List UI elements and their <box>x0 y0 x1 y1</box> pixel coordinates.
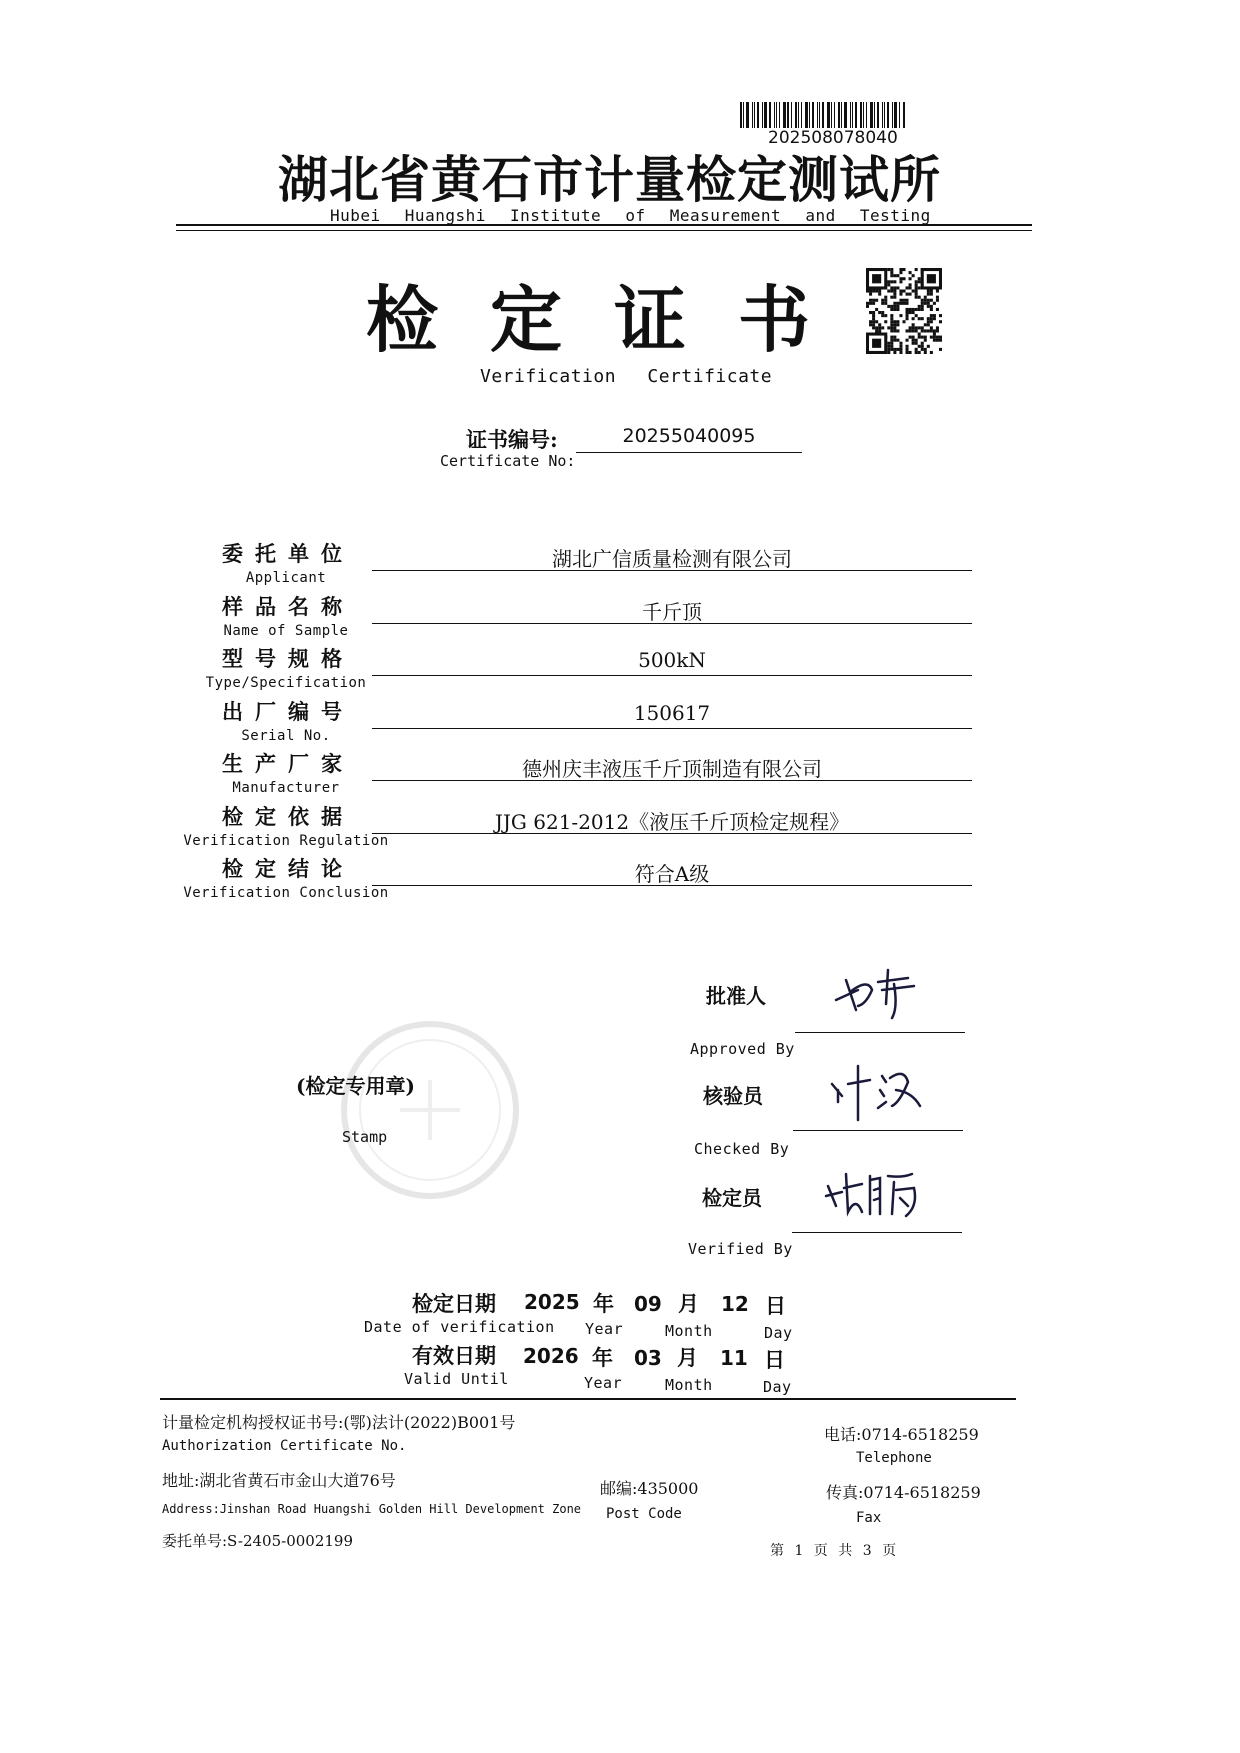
barcode-bar <box>892 102 893 128</box>
field-label-5: 检定依据 <box>222 804 354 829</box>
approved-by-label-en: Approved By <box>690 1040 795 1058</box>
approved-by-underline <box>795 1032 965 1033</box>
verification-month: 09 <box>634 1292 662 1316</box>
field-value-2: 500kN <box>638 648 706 672</box>
verification-year-unit: 年 <box>593 1291 614 1316</box>
fax: 传真:0714-6518259 <box>826 1483 981 1502</box>
barcode-bar <box>877 102 879 128</box>
certificate-number-label-en: Certificate No: <box>440 452 576 470</box>
barcode-bar <box>850 102 851 128</box>
barcode-bar <box>887 102 889 128</box>
field-underline-5 <box>372 833 972 834</box>
order-number: 委托单号:S-2405-0002199 <box>162 1532 353 1550</box>
field-label-en-4: Manufacturer <box>232 780 340 796</box>
checked-by-label-en: Checked By <box>694 1140 790 1158</box>
authorization-number: 计量检定机构授权证书号:(鄂)法计(2022)B001号 <box>162 1413 516 1432</box>
field-value-5: JJG 621-2012《液压千斤顶检定规程》 <box>494 810 850 834</box>
barcode-bar <box>783 102 786 128</box>
barcode-bar <box>798 102 799 128</box>
address-en: Address:Jinshan Road Huangshi Golden Hill Development Zone <box>162 1502 582 1516</box>
address: 地址:湖北省黄石市金山大道76号 <box>162 1471 396 1490</box>
verification-day-unit: 日 <box>765 1293 786 1318</box>
field-underline-2 <box>372 675 972 676</box>
stamp-label-en: Stamp <box>342 1128 388 1146</box>
field-label-en-5: Verification Regulation <box>183 833 389 849</box>
verification-year-unit-en: Year <box>585 1320 624 1338</box>
valid-until-label-en: Valid Until <box>404 1370 509 1388</box>
field-label-en-1: Name of Sample <box>223 623 349 639</box>
barcode-bar <box>764 102 767 128</box>
barcode-bar <box>754 102 755 128</box>
verification-month-unit: 月 <box>678 1291 699 1316</box>
field-label-en-6: Verification Conclusion <box>183 885 389 901</box>
field-value-6: 符合A级 <box>634 862 710 886</box>
valid-until-year: 2026 <box>523 1344 579 1368</box>
field-label-6: 检定结论 <box>222 856 354 881</box>
telephone: 电话:0714-6518259 <box>824 1425 979 1444</box>
barcode-bar <box>762 102 763 128</box>
valid-until-day: 11 <box>720 1346 748 1370</box>
barcode-bar <box>827 102 830 128</box>
barcode-bar <box>831 102 832 128</box>
barcode-bar <box>884 102 885 128</box>
page-number: 第 1 页 共 3 页 <box>770 1543 897 1559</box>
barcode-bar <box>791 102 792 128</box>
barcode-bar <box>838 102 840 128</box>
valid-until-day-unit-en: Day <box>763 1378 792 1396</box>
barcode-bar <box>743 102 744 128</box>
valid-until-month-unit: 月 <box>677 1345 698 1370</box>
checked-by-underline <box>793 1130 963 1131</box>
barcode-bar <box>819 102 820 128</box>
field-label-3: 出厂编号 <box>222 699 354 724</box>
verification-month-unit-en: Month <box>665 1322 713 1340</box>
barcode-bar <box>795 102 797 128</box>
barcode-bar <box>757 102 759 128</box>
telephone-label-en: Telephone <box>856 1450 932 1466</box>
verification-date-label: 检定日期 <box>412 1291 496 1316</box>
barcode-bar <box>863 102 864 128</box>
checked-signature <box>828 1062 928 1122</box>
field-label-4: 生产厂家 <box>222 751 354 776</box>
field-label-en-0: Applicant <box>245 570 327 586</box>
barcode-bar <box>774 102 775 128</box>
field-value-1: 千斤顶 <box>642 600 702 624</box>
header-rule-bottom <box>176 230 1032 231</box>
barcode-bar <box>834 102 835 128</box>
field-label-en-3: Serial No. <box>241 728 331 744</box>
field-underline-4 <box>372 780 972 781</box>
barcode-bar <box>894 102 897 128</box>
barcode-bar <box>812 102 814 128</box>
approved-signature <box>828 960 928 1020</box>
barcode-bar <box>752 102 753 128</box>
verification-day-unit-en: Day <box>764 1324 793 1342</box>
barcode-bar <box>841 102 842 128</box>
field-value-0: 湖北广信质量检测有限公司 <box>552 547 792 571</box>
valid-until-day-unit: 日 <box>764 1347 785 1372</box>
field-value-3: 150617 <box>633 701 711 725</box>
barcode-number: 202508078040 <box>768 128 898 148</box>
field-underline-0 <box>372 570 972 571</box>
field-label-2: 型号规格 <box>222 646 354 671</box>
approved-by-label: 批准人 <box>706 984 766 1008</box>
fax-label-en: Fax <box>856 1510 882 1526</box>
valid-until-year-unit-en: Year <box>584 1374 623 1392</box>
stamp-seal <box>330 1010 530 1210</box>
verified-by-label: 检定员 <box>702 1186 762 1210</box>
valid-until-year-unit: 年 <box>592 1345 613 1370</box>
stamp-label: (检定专用章) <box>296 1074 415 1098</box>
field-underline-3 <box>372 728 972 729</box>
barcode-bar <box>855 102 857 128</box>
institute-name-en: Hubei Huangshi Institute of Measurement and Testing <box>330 206 931 225</box>
verified-by-label-en: Verified By <box>688 1240 793 1258</box>
barcode-bar <box>866 102 867 128</box>
barcode-bar <box>899 102 900 128</box>
authorization-label-en: Authorization Certificate No. <box>162 1438 407 1454</box>
institute-name-cn: 湖北省黄石市计量检定测试所 <box>278 150 941 209</box>
barcode-bar <box>844 102 847 128</box>
field-underline-6 <box>372 885 972 886</box>
field-value-4: 德州庆丰液压千斤顶制造有限公司 <box>522 757 822 781</box>
verified-by-underline <box>792 1232 962 1233</box>
barcode <box>740 102 908 128</box>
barcode-bar <box>801 102 802 128</box>
postcode-label-en: Post Code <box>606 1506 682 1522</box>
certificate-number-value: 20255040095 <box>622 425 756 447</box>
field-label-1: 样品名称 <box>222 594 354 619</box>
qr-code-icon <box>866 268 942 354</box>
verification-day: 12 <box>721 1292 749 1316</box>
valid-until-month: 03 <box>634 1346 662 1370</box>
field-label-en-2: Type/Specification <box>205 675 367 691</box>
barcode-bar <box>882 102 883 128</box>
certificate-number-underline <box>576 452 802 453</box>
barcode-bar <box>746 102 749 128</box>
certificate-number-label: 证书编号: <box>466 427 558 452</box>
valid-until-month-unit-en: Month <box>665 1376 713 1394</box>
barcode-bar <box>787 102 789 128</box>
verification-date-label-en: Date of verification <box>364 1318 555 1336</box>
verified-signature <box>822 1166 926 1222</box>
barcode-bar <box>852 102 853 128</box>
barcode-bar <box>822 102 824 128</box>
barcode-bar <box>870 102 873 128</box>
barcode-bar <box>903 102 905 128</box>
valid-until-label: 有效日期 <box>412 1343 496 1368</box>
postcode: 邮编:435000 <box>600 1479 699 1498</box>
header-rule-top <box>176 224 1032 226</box>
barcode-bar <box>874 102 875 128</box>
barcode-bar <box>779 102 780 128</box>
checked-by-label: 核验员 <box>703 1084 763 1108</box>
barcode-bar <box>817 102 818 128</box>
certificate-title-cn: 检定证书 <box>366 277 863 362</box>
barcode-bar <box>809 102 810 128</box>
barcode-bar <box>769 102 771 128</box>
footer-rule <box>160 1398 1016 1400</box>
barcode-bar <box>776 102 777 128</box>
field-underline-1 <box>372 623 972 624</box>
certificate-title-en: Verification Certificate <box>480 366 773 387</box>
barcode-bar <box>740 102 742 128</box>
barcode-bar <box>860 102 862 128</box>
verification-year: 2025 <box>524 1290 580 1314</box>
barcode-bar <box>805 102 808 128</box>
field-label-0: 委托单位 <box>222 541 354 566</box>
